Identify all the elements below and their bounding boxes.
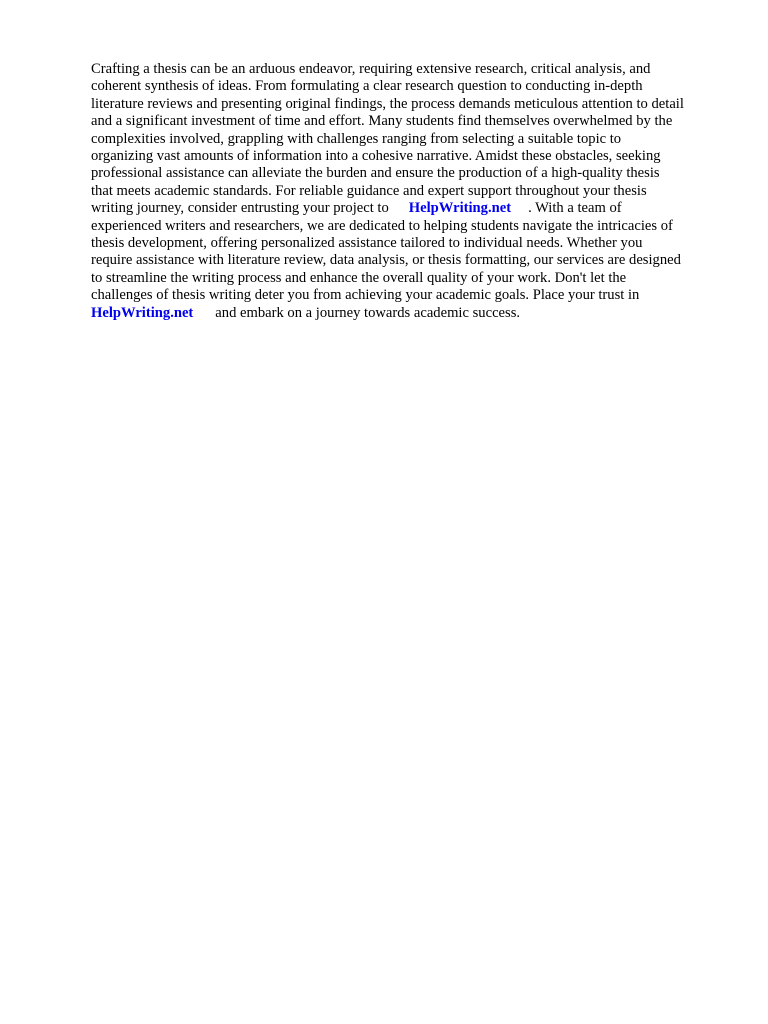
paragraph-line: to streamline the writing process and enhance the overall quality of your work. Don't let the: [91, 269, 627, 286]
paragraph-line: and a significant investment of time and effort. Many students find themselves overwhelmed by the: [91, 113, 673, 130]
paragraph-line: require assistance with literature review, data analysis, or thesis formatting, our services are designed: [91, 252, 681, 269]
line-text-before-link: writing journey, consider entrusting your project to: [91, 200, 389, 217]
paragraph-last-line: [91, 305, 731, 322]
line-text-after-link: . With a team of: [528, 200, 622, 217]
paragraph-line: Crafting a thesis can be an arduous endeavor, requiring extensive research, critical analysis, and: [91, 61, 651, 77]
body-paragraph: [91, 61, 731, 322]
helpwriting-link[interactable]: HelpWriting.net: [408, 200, 512, 217]
paragraph-line-with-link: [91, 200, 731, 217]
paragraph-line: professional assistance can alleviate the burden and ensure the production of a high-quality thesis: [91, 165, 660, 182]
helpwriting-link-final[interactable]: HelpWriting.net: [91, 304, 194, 321]
paragraph-line: complexities involved, grappling with challenges ranging from selecting a suitable topic to: [91, 130, 622, 147]
line-text-after-final-link: and embark on a journey towards academic success.: [215, 304, 521, 321]
paragraph-line: experienced writers and researchers, we are dedicated to helping students navigate the intricacies of: [91, 217, 673, 234]
paragraph-line: coherent synthesis of ideas. From formulating a clear research question to conducting in-depth: [91, 78, 643, 95]
paragraph-line: challenges of thesis writing deter you from achieving your academic goals. Place your trust in: [91, 287, 640, 304]
paragraph-line: that meets academic standards. For reliable guidance and expert support throughout your thesis: [91, 182, 647, 199]
paragraph-line: organizing vast amounts of information into a cohesive narrative. Amidst these obstacles, seeking: [91, 148, 661, 165]
paragraph-line: thesis development, offering personalized assistance tailored to individual needs. Whether you: [91, 235, 643, 252]
paragraph-line: literature reviews and presenting original findings, the process demands meticulous attention to detail: [91, 95, 684, 112]
